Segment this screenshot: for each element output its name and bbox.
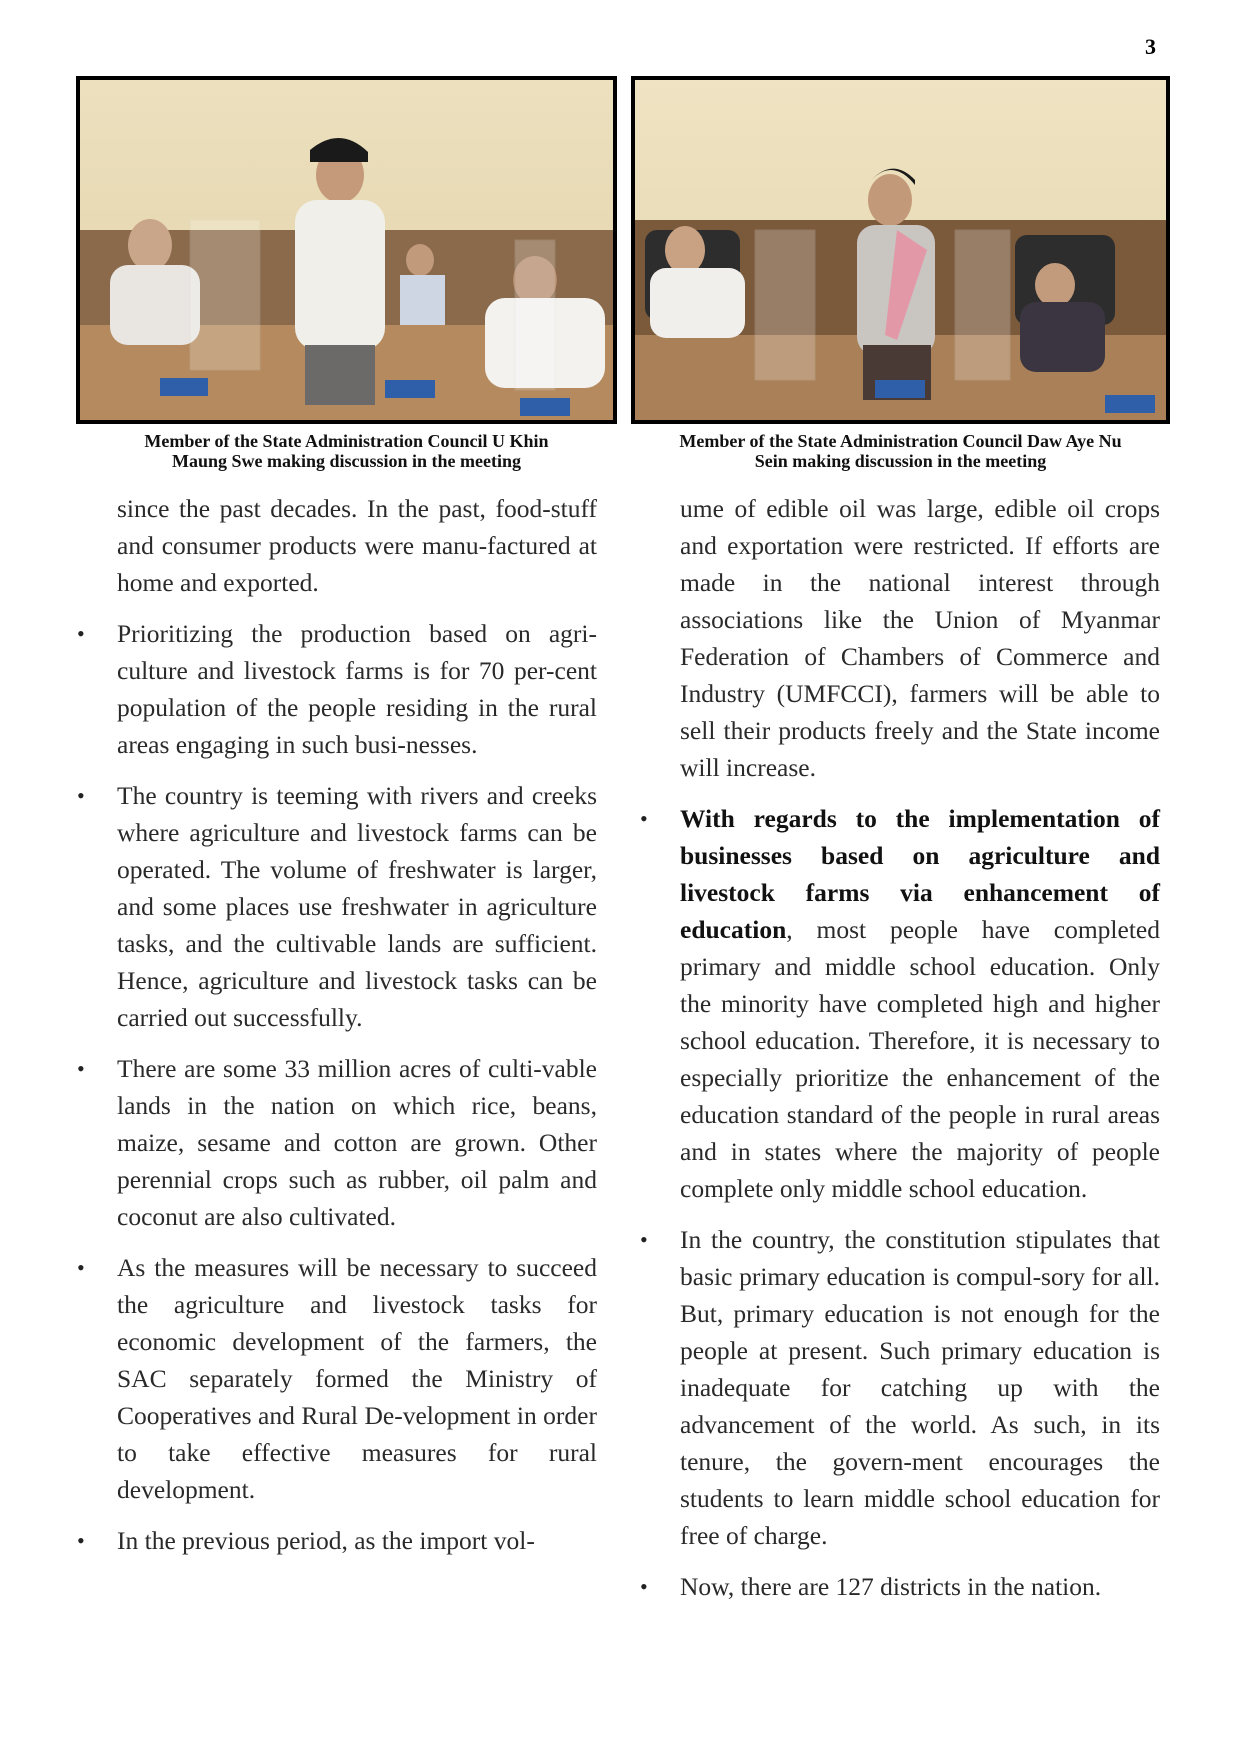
bullet-item — [680, 800, 1160, 1207]
photo-caption-left — [76, 431, 617, 471]
meeting-photo-right — [631, 76, 1170, 424]
right-text-column — [680, 490, 1160, 1619]
meeting-photo-right-image — [635, 80, 1166, 420]
bullet-item: • There are some 33 million acres of culti-vable lands in the nation on which rice, beans, maize, sesame and cotton are grown. Other perennial crops such as rubber, oil palm and coconut are also cultivated. — [117, 1050, 597, 1235]
left-text-column — [117, 490, 597, 1573]
bullet-item: • The country is teeming with rivers and creeks where agriculture and livestock farms can be operated. The volume of freshwater is larger, and some places use freshwater in agriculture tasks, and the cultivable lands are sufficient. Hence, agriculture and livestock tasks can be carried out successfully. — [117, 777, 597, 1036]
page-number: 3 — [1145, 34, 1156, 59]
bold-lead-in: With regards to the implementation of businesses based on agriculture and livestock farms via enhancement of education — [680, 804, 1160, 944]
bullet-item: • Now, there are 127 districts in the nation. — [680, 1568, 1160, 1605]
caption-line: Member of the State Administration Council U Khin — [144, 431, 549, 451]
caption-line: Sein making discussion in the meeting — [754, 451, 1047, 471]
caption-line: Member of the State Administration Council Daw Aye Nu — [679, 431, 1122, 451]
bullet-list — [680, 800, 1160, 1605]
paragraph-continued: ume of edible oil was large, edible oil crops and exportation were restricted. If efforts are made in the national interest through associations like the Union of Myanmar Federation of Chambers of Commerce and Industry (UMFCCI), farmers will be able to sell their products freely and the State income will increase. — [680, 494, 1160, 782]
bullet-list — [117, 615, 597, 1559]
bullet-text: , most people have completed primary and middle school education. Only the minority have completed high and higher school education. Therefore, it is necessary to especially prioritize the enhancement of the education standard of the people in rural areas and in states where the majority of people complete only middle school education. — [680, 915, 1160, 1203]
bullet-item: • In the country, the constitution stipulates that basic primary education is compul-sory for all. But, primary education is not enough for the people at present. Such primary education is inadequate for catching up with the advancement of the world. As such, in its tenure, the govern-ment encourages the students to learn middle school education for free of charge. — [680, 1221, 1160, 1554]
meeting-photo-left-image — [80, 80, 613, 420]
bullet-item: • Prioritizing the production based on agri-culture and livestock farms is for 70 per-cent population of the people residing in the rural areas engaging in such busi-nesses. — [117, 615, 597, 763]
bullet-item: • As the measures will be necessary to succeed the agriculture and livestock tasks for economic development of the farmers, the SAC separately formed the Ministry of Cooperatives and Rural De-velopment in order to take effective measures for rural development. — [117, 1249, 597, 1508]
paragraph-continued: since the past decades. In the past, food-stuff and consumer products were manu-factured at home and exported. — [117, 494, 597, 597]
photo-caption-right — [631, 431, 1170, 471]
bullet-item: • In the previous period, as the import vol- — [117, 1522, 597, 1559]
meeting-photo-left — [76, 76, 617, 424]
caption-line: Maung Swe making discussion in the meeting — [171, 451, 522, 471]
